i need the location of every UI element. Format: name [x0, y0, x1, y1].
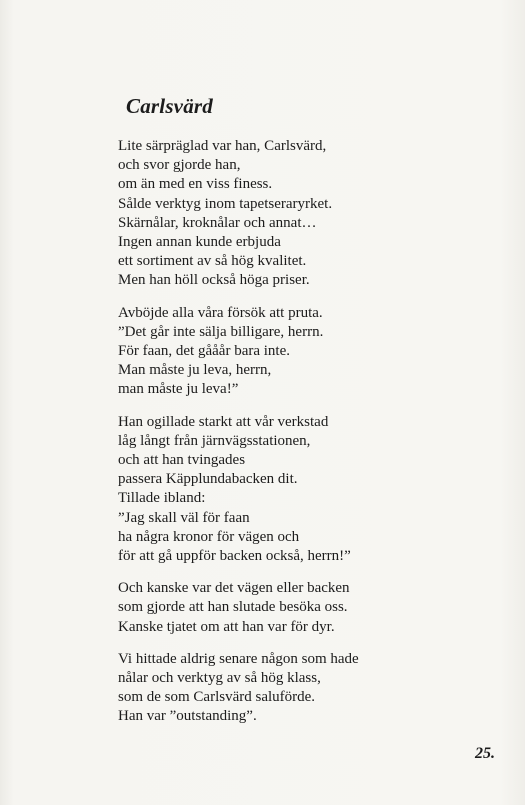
poem-line: För faan, det gååår bara inte.: [118, 343, 290, 360]
poem-line: Lite särpräglad var han, Carlsvärd,: [118, 138, 327, 154]
poem-line: ett sortiment av så hög kvalitet.: [118, 253, 307, 270]
page-number: 25.: [475, 745, 495, 762]
poem-line: som gjorde att han slutade besöka oss.: [118, 599, 348, 616]
poem-line: Man måste ju leva, herrn,: [118, 362, 272, 379]
poem-line: Han var ”outstanding”.: [118, 708, 257, 725]
poem-line: Sålde verktyg inom tapetseraryrket.: [118, 195, 333, 212]
poem-line: om än med en viss finess.: [118, 176, 273, 193]
poem-line: ha några kronor för vägen och: [118, 528, 300, 545]
poem-line: Och kanske var det vägen eller backen: [118, 580, 350, 597]
poem-line: Han ogillade starkt att vår verkstad: [118, 413, 329, 430]
stanza: [118, 579, 448, 637]
poem-line: Avböjde alla våra försök att pruta.: [118, 304, 323, 321]
poem-line: som de som Carlsvärd saluförde.: [118, 689, 316, 706]
poem-line: låg långt från järnvägsstationen,: [118, 432, 311, 449]
poem-line: passera Käpplundabacken dit.: [118, 471, 298, 488]
poem-line: ”Det går inte sälja billigare, herrn.: [118, 323, 324, 340]
poem-line: Tillade ibland:: [118, 490, 206, 507]
stanza: [118, 304, 448, 400]
poem-line: Skärnålar, kroknålar och annat…: [118, 214, 317, 231]
poem-line: för att gå uppför backen också, herrn!”: [118, 548, 351, 565]
stanza: [118, 137, 448, 291]
poem-body: [118, 137, 448, 740]
poem-line: Men han höll också höga priser.: [118, 272, 310, 289]
poem-line: Kanske tjatet om att han var för dyr.: [118, 618, 335, 635]
poem-line: Vi hittade aldrig senare någon som hade: [118, 650, 359, 667]
poem-line: man måste ju leva!”: [118, 381, 239, 398]
poem-title: Carlsvärd: [126, 94, 213, 118]
poem-line: och svor gjorde han,: [118, 157, 241, 174]
poem-line: och att han tvingades: [118, 452, 246, 469]
poem-line: Ingen annan kunde erbjuda: [118, 234, 281, 251]
stanza: [118, 650, 448, 727]
poem-line: ”Jag skall väl för faan: [118, 509, 250, 526]
poem-line: nålar och verktyg av så hög klass,: [118, 670, 321, 687]
stanza: [118, 413, 448, 567]
